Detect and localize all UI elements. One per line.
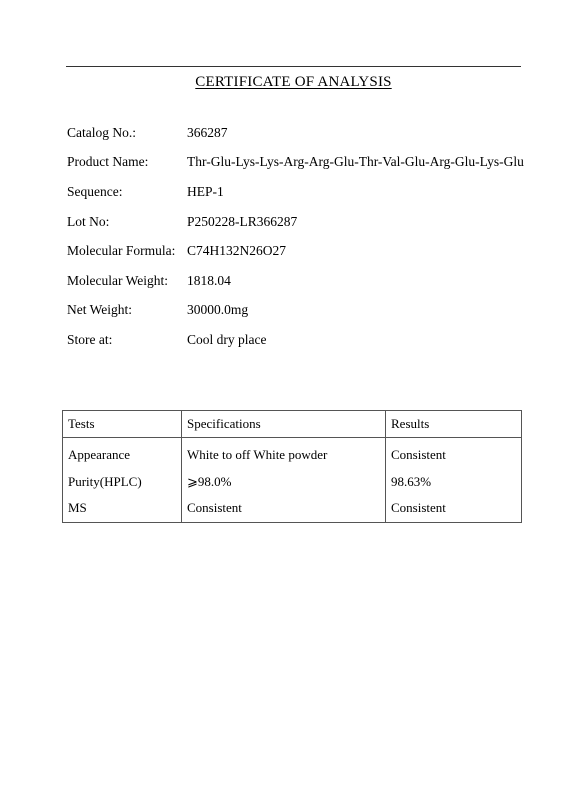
table-cell-specification: ⩾98.0%: [182, 469, 386, 496]
column-header-results: Results: [386, 411, 522, 438]
document-title: CERTIFICATE OF ANALYSIS: [195, 74, 392, 90]
info-label: Catalog No.:: [67, 124, 136, 140]
info-row-molecular-weight: [67, 266, 547, 296]
info-label: Store at:: [67, 331, 113, 347]
info-label: Net Weight:: [67, 302, 133, 318]
table-row: [63, 469, 522, 496]
info-label: Molecular Weight:: [67, 272, 169, 288]
info-value: Thr-Glu-Lys-Lys-Arg-Arg-Glu-Thr-Val-Glu-Arg-Glu-Lys-Glu: [187, 154, 524, 170]
info-value: P250228-LR366287: [187, 213, 298, 229]
table-cell-specification: White to off White powder: [182, 438, 386, 469]
table-header-row: [63, 411, 522, 438]
info-row-store-at: [67, 325, 547, 355]
info-row-sequence: [67, 177, 547, 207]
table-row: [63, 495, 522, 522]
info-value: HEP-1: [187, 183, 224, 199]
info-value: C74H132N26O27: [187, 243, 287, 259]
info-row-catalog-no: [67, 118, 547, 148]
table-cell-specification: Consistent: [182, 495, 386, 522]
info-row-product-name: [67, 148, 547, 178]
table-cell-result: 98.63%: [386, 469, 522, 496]
table-cell-result: Consistent: [386, 438, 522, 469]
info-value: Cool dry place: [187, 331, 267, 347]
info-row-molecular-formula: [67, 236, 547, 266]
table-cell-test: MS: [63, 495, 182, 522]
info-label: Product Name:: [67, 154, 149, 170]
info-label: Sequence:: [67, 183, 123, 199]
info-row-lot-no: [67, 207, 547, 237]
info-row-net-weight: [67, 296, 547, 326]
info-value: 30000.0mg: [187, 302, 249, 318]
table-cell-test: Appearance: [63, 438, 182, 469]
top-divider: [66, 66, 521, 67]
column-header-specifications: Specifications: [182, 411, 386, 438]
table-cell-result: Consistent: [386, 495, 522, 522]
table-cell-test: Purity(HPLC): [63, 469, 182, 496]
info-value: 366287: [187, 124, 228, 140]
table-row: [63, 438, 522, 469]
column-header-tests: Tests: [63, 411, 182, 438]
info-value: 1818.04: [187, 272, 231, 288]
test-results-table: [62, 410, 522, 523]
info-label: Lot No:: [67, 213, 110, 229]
info-label: Molecular Formula:: [67, 243, 176, 259]
product-info-list: [67, 118, 547, 355]
